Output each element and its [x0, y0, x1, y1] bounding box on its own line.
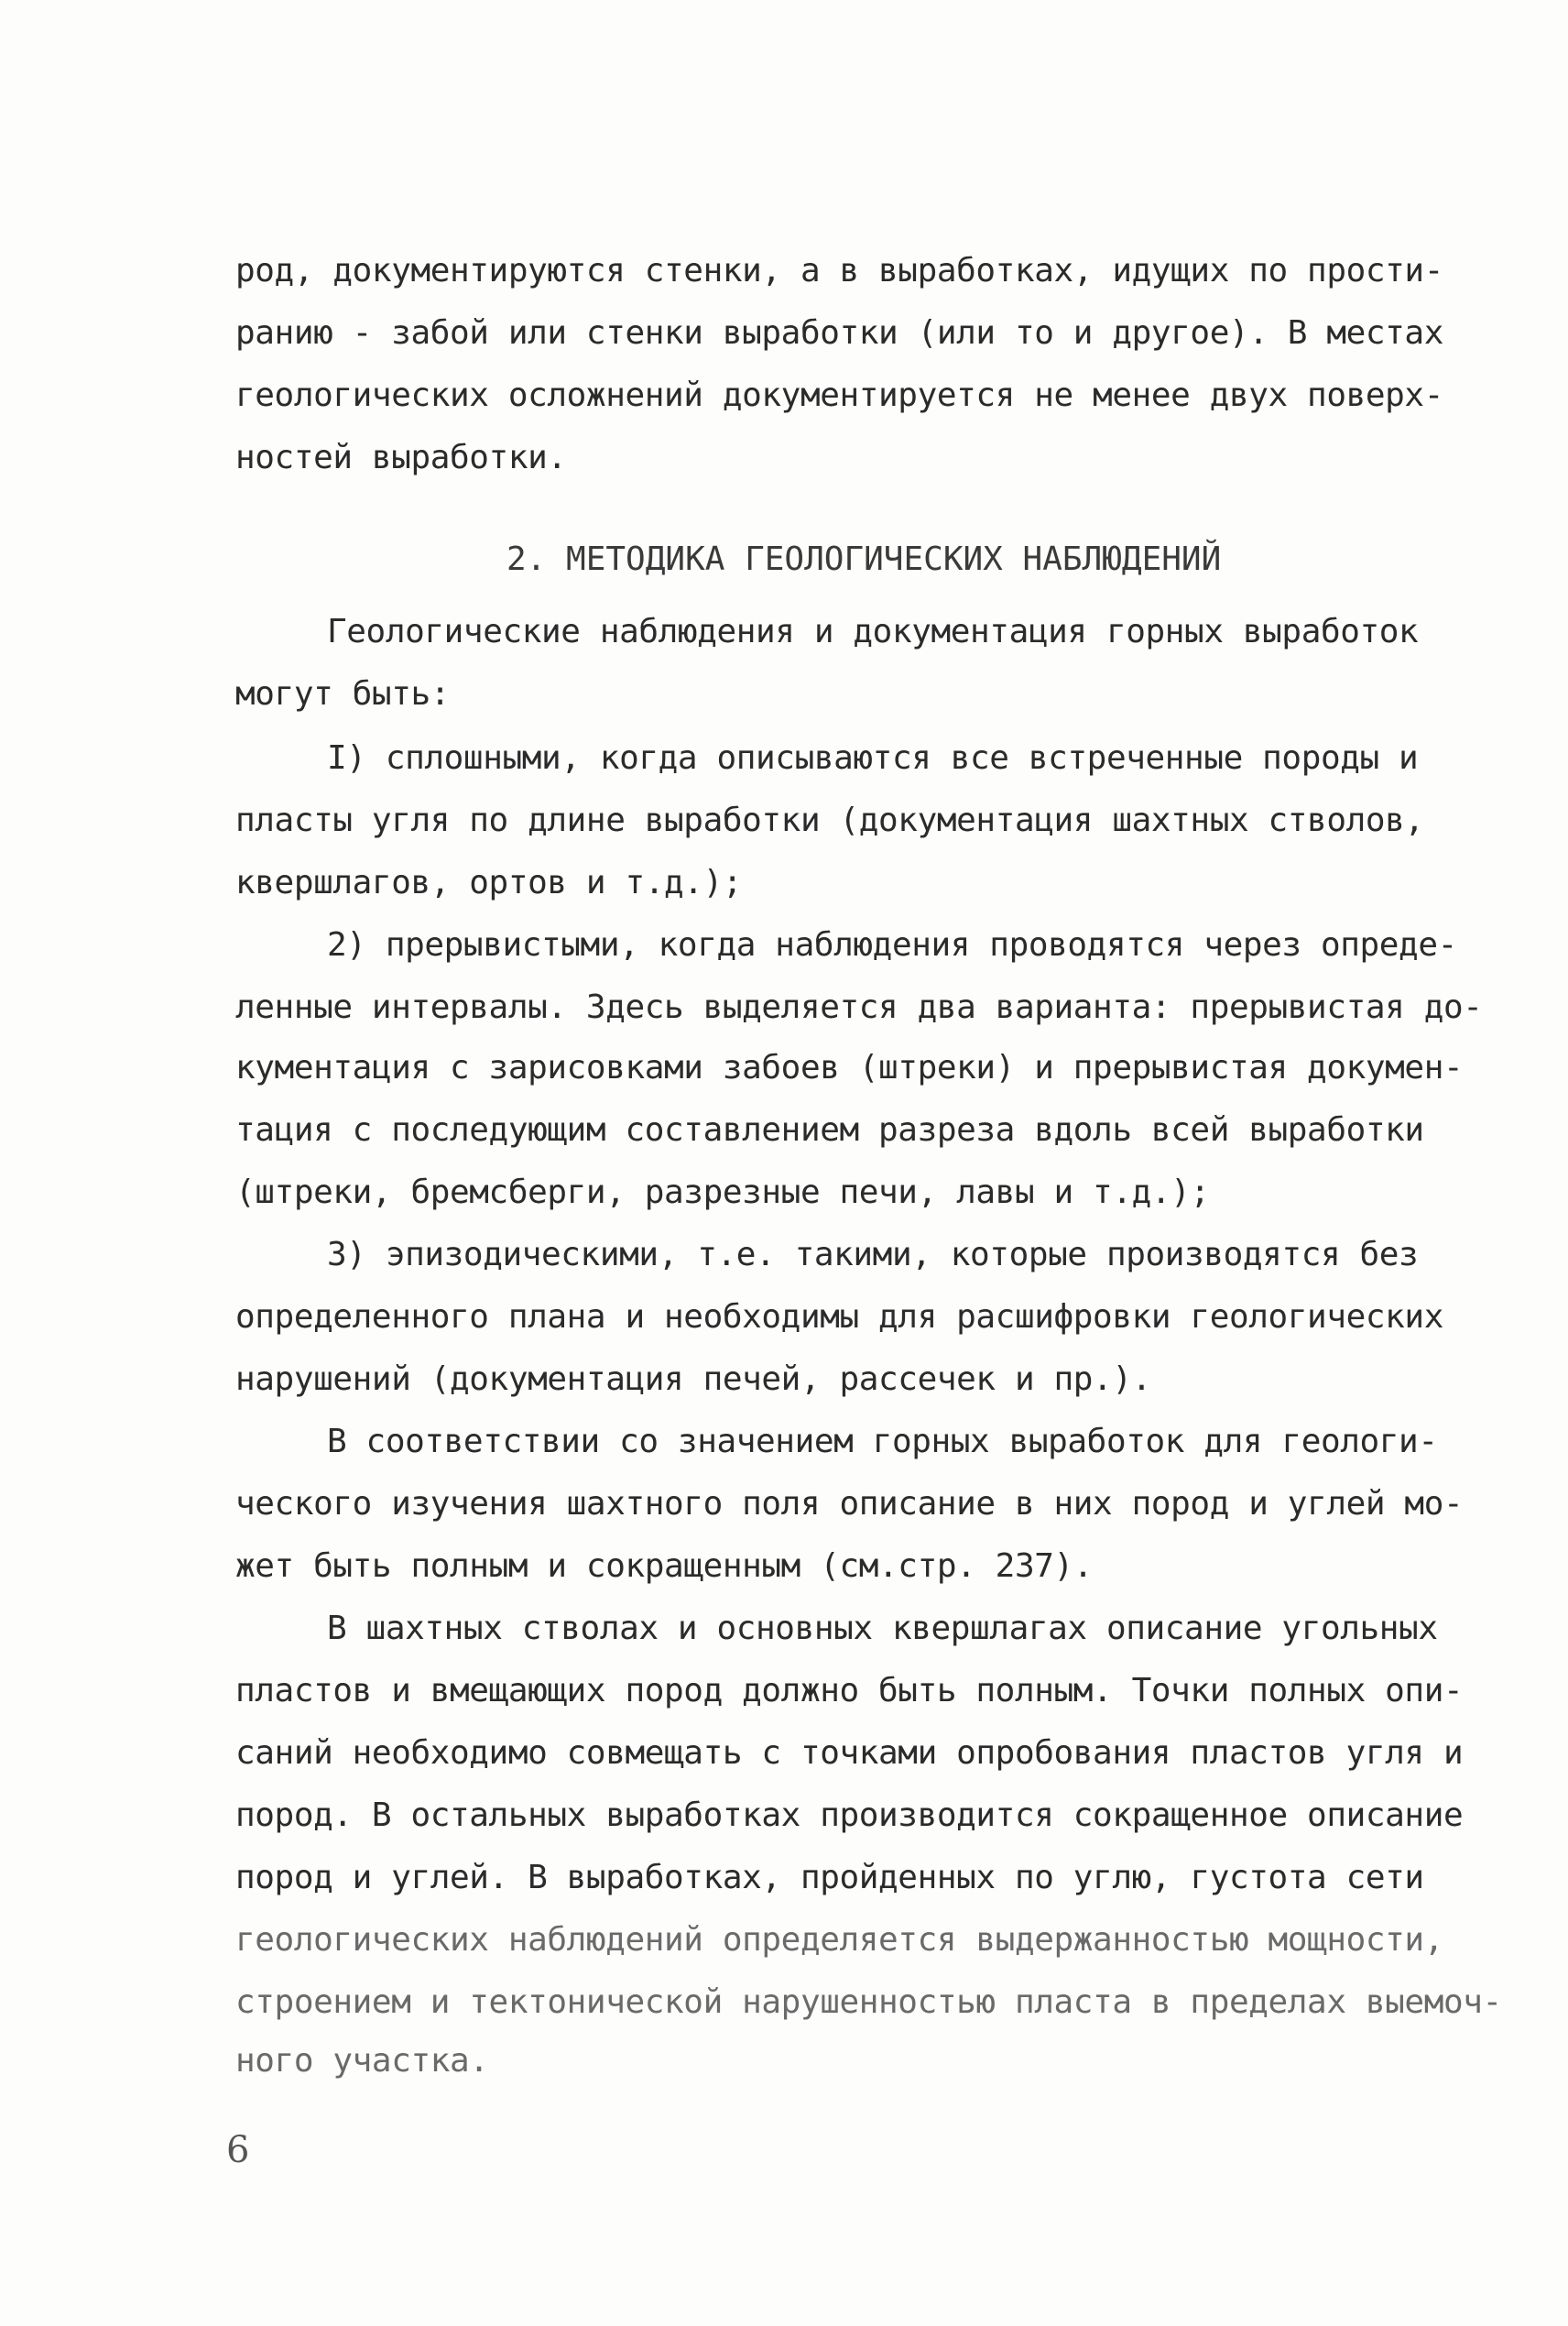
section-heading: 2. МЕТОДИКА ГЕОЛОГИЧЕСКИХ НАБЛЮДЕНИЙ [506, 541, 1222, 578]
text-line: пород и углей. В выработках, пройденных по углю, густота сети [235, 1859, 1424, 1896]
text-line: В соответствии со значением горных выработок для геологи- [327, 1423, 1438, 1460]
text-line: ранию - забой или стенки выработки (или то и другое). В местах [235, 314, 1443, 352]
text-line: ного участка. [235, 2042, 489, 2080]
text-line: ностей выработки. [235, 439, 567, 476]
text-line: жет быть полным и сокращенным (см.стр. 237). [235, 1547, 1094, 1585]
text-line: геологических наблюдений определяется выдержанностью мощности, [235, 1921, 1443, 1959]
text-line: тация с последующим составлением разреза вдоль всей выработки [235, 1111, 1424, 1149]
text-line: (штреки, бремсберги, разрезные печи, лавы и т.д.); [235, 1174, 1210, 1211]
page-number: 6 [226, 2129, 250, 2171]
text-line: определенного плана и необходимы для расшифровки геологических [235, 1298, 1443, 1336]
text-line: кументация с зарисовками забоев (штреки) и прерывистая докумен- [235, 1049, 1464, 1087]
text-line: род, документируются стенки, а в выработках, идущих по прости- [235, 252, 1443, 289]
text-line: ческого изучения шахтного поля описание в них пород и углей мо- [235, 1485, 1464, 1523]
text-line: геологических осложнений документируется не менее двух поверх- [235, 377, 1443, 414]
text-line: 2) прерывистыми, когда наблюдения проводятся через опреде- [327, 926, 1457, 964]
text-line: пород. В остальных выработках производится сокращенное описание [235, 1796, 1464, 1834]
text-line: квершлагов, ортов и т.д.); [235, 864, 743, 901]
text-line: 3) эпизодическими, т.е. такими, которые производятся без [327, 1236, 1419, 1273]
text-line: В шахтных стволах и основных квершлагах описание угольных [327, 1610, 1438, 1647]
text-line: могут быть: [235, 675, 451, 713]
text-line: нарушений (документация печей, рассечек и пр.). [235, 1360, 1151, 1398]
text-line: строением и тектонической нарушенностью пласта в пределах выемоч- [235, 1983, 1502, 2021]
text-line: I) сплошными, когда описываются все встреченные породы и [327, 739, 1419, 777]
text-line: Геологические наблюдения и документация горных выработок [327, 613, 1419, 650]
text-line: пластов и вмещающих пород должно быть полным. Точки полных опи- [235, 1672, 1464, 1709]
text-line: пласты угля по длине выработки (документация шахтных стволов, [235, 802, 1424, 839]
text-line: саний необходимо совмещать с точками опробования пластов угля и [235, 1734, 1464, 1772]
text-line: ленные интервалы. Здесь выделяется два варианта: прерывистая до- [235, 988, 1483, 1026]
